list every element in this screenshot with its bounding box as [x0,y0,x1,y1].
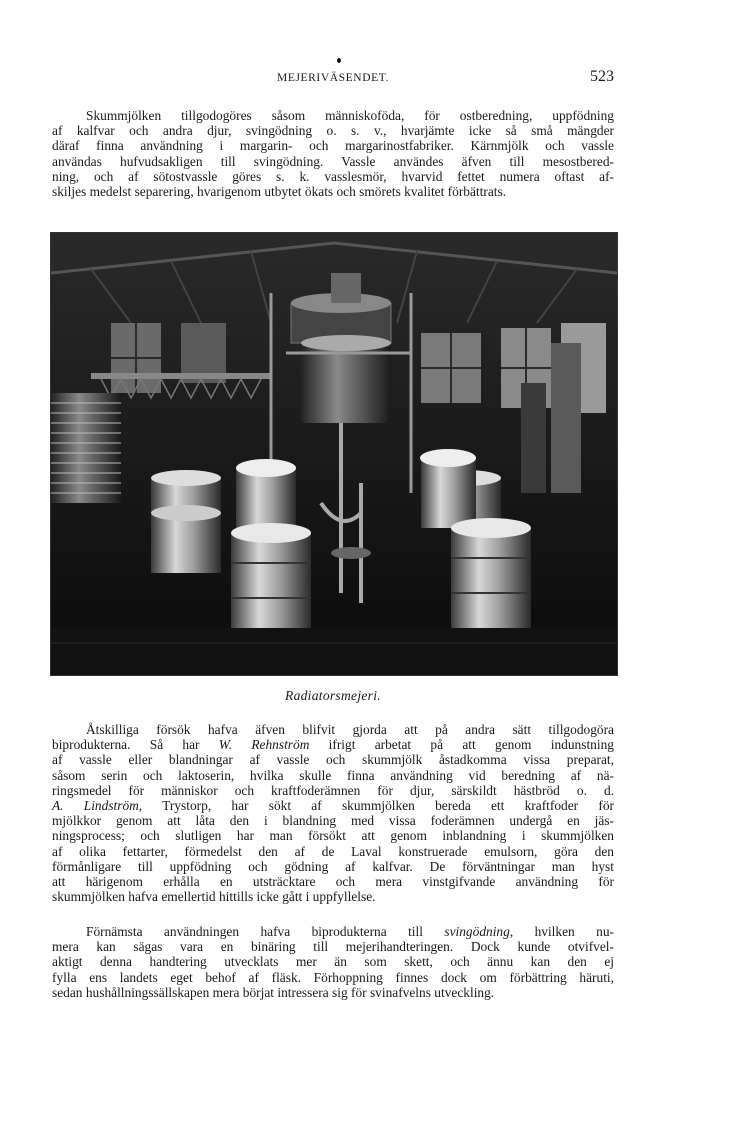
header-dot [337,58,341,63]
text-line: användas hufvudsakligen till svingödning. Vassle användes äfven till mesostbered- [52,153,614,169]
paragraph-experiments [52,722,614,904]
text-span: biprodukterna. Så har [52,737,219,753]
text-line: ringsmedel för människor och kraftfoderämnen för djur, särskildt hästbröd o. d. [52,782,614,798]
text-line: förmånligare till uppfödning och gödning af kalfvar. De förväntningar man hyst [52,858,614,874]
text-span: , Trystorp, har sökt af skummjölken bereda ett kraftfoder för [138,798,614,814]
author-name: W. Rehnström [218,737,310,753]
text-line: ning, och af sötostvassle göres s. k. vasslesmör, hvarvid fettet numera oftast af- [52,168,614,184]
text-line: skummjölken hafva emellertid hittills icke gått i uppfyllelse. [52,889,376,905]
figure-caption: Radiatorsmejeri. [285,688,381,703]
text-line: såsom serin och laktoserin, hvilka skulle finna användning vid beredning af nä- [52,767,614,783]
text-line: mera kan sägas vara en binäring till mejerihandteringen. Dock kunde otvifvel- [52,939,614,955]
dairy-photograph [50,232,618,676]
text-line: aktigt denna handtering utvecklats mer än som skett, och ännu kan den ej [52,954,614,970]
text-line: däraf finna användning i margarin- och margarinostfabriker. Kärnmjölk och vassle [52,138,614,154]
text-line: Skummjölken tillgodogöres såsom människoföda, för ostberedning, uppfödning [86,108,614,123]
text-span: ifrigt arbetat på att genom indunstning [309,737,614,753]
paragraph-intro [52,108,614,199]
paragraph-pig-fattening [52,924,614,1000]
radiator-dairy-illustration [51,233,617,675]
text-line: af kalfvar och andra djur, svingödning o. s. v., hvarjämte icke så små mängder [52,123,614,139]
text-span: , hvilken nu- [509,924,614,939]
text-line: ningsprocess; och slutligen har man försökt att genom inblandning i skummjölken [52,828,614,844]
text-line: sedan hushållningssällskapen mera börjat intressera sig för svinafvelns utveckling. [52,984,495,1000]
text-line [52,924,614,939]
author-name: A. Lindström [52,798,139,814]
text-line: skiljes medelst separering, hvarigenom utbytet ökats och smörets kvalitet förbättrats. [52,184,507,200]
running-title: MEJERIVÄSENDET. [277,72,389,84]
text-line: att härigenom erhålla en utsträcktare och mera vinstgifvande användning för [52,874,614,890]
text-line [52,737,614,752]
text-line: Åtskilliga försök hafva äfven blifvit gjorda att på andra sätt tillgodogöra [86,722,614,737]
text-line: af vassle eller blandningar af vassle och skummjölk åstadkomma vissa preparat, [52,752,614,768]
text-span: Förnämsta användningen hafva biprodukterna till [86,924,445,939]
page-header [52,66,614,88]
text-line [52,798,614,813]
text-line: fylla ens landets eget behof af fläsk. Förhoppning finnes dock om förbättring häruti, [52,969,614,985]
text-line: mjölkkor genom att låta den i blandning med vissa foderämnen undergå en jäs- [52,813,614,829]
page-number: 523 [590,68,614,85]
emphasis-term: svingödning [444,924,510,939]
text-line: af olika fettarter, förmedelst den af de Laval konstruerade emulsorn, göra den [52,843,614,859]
